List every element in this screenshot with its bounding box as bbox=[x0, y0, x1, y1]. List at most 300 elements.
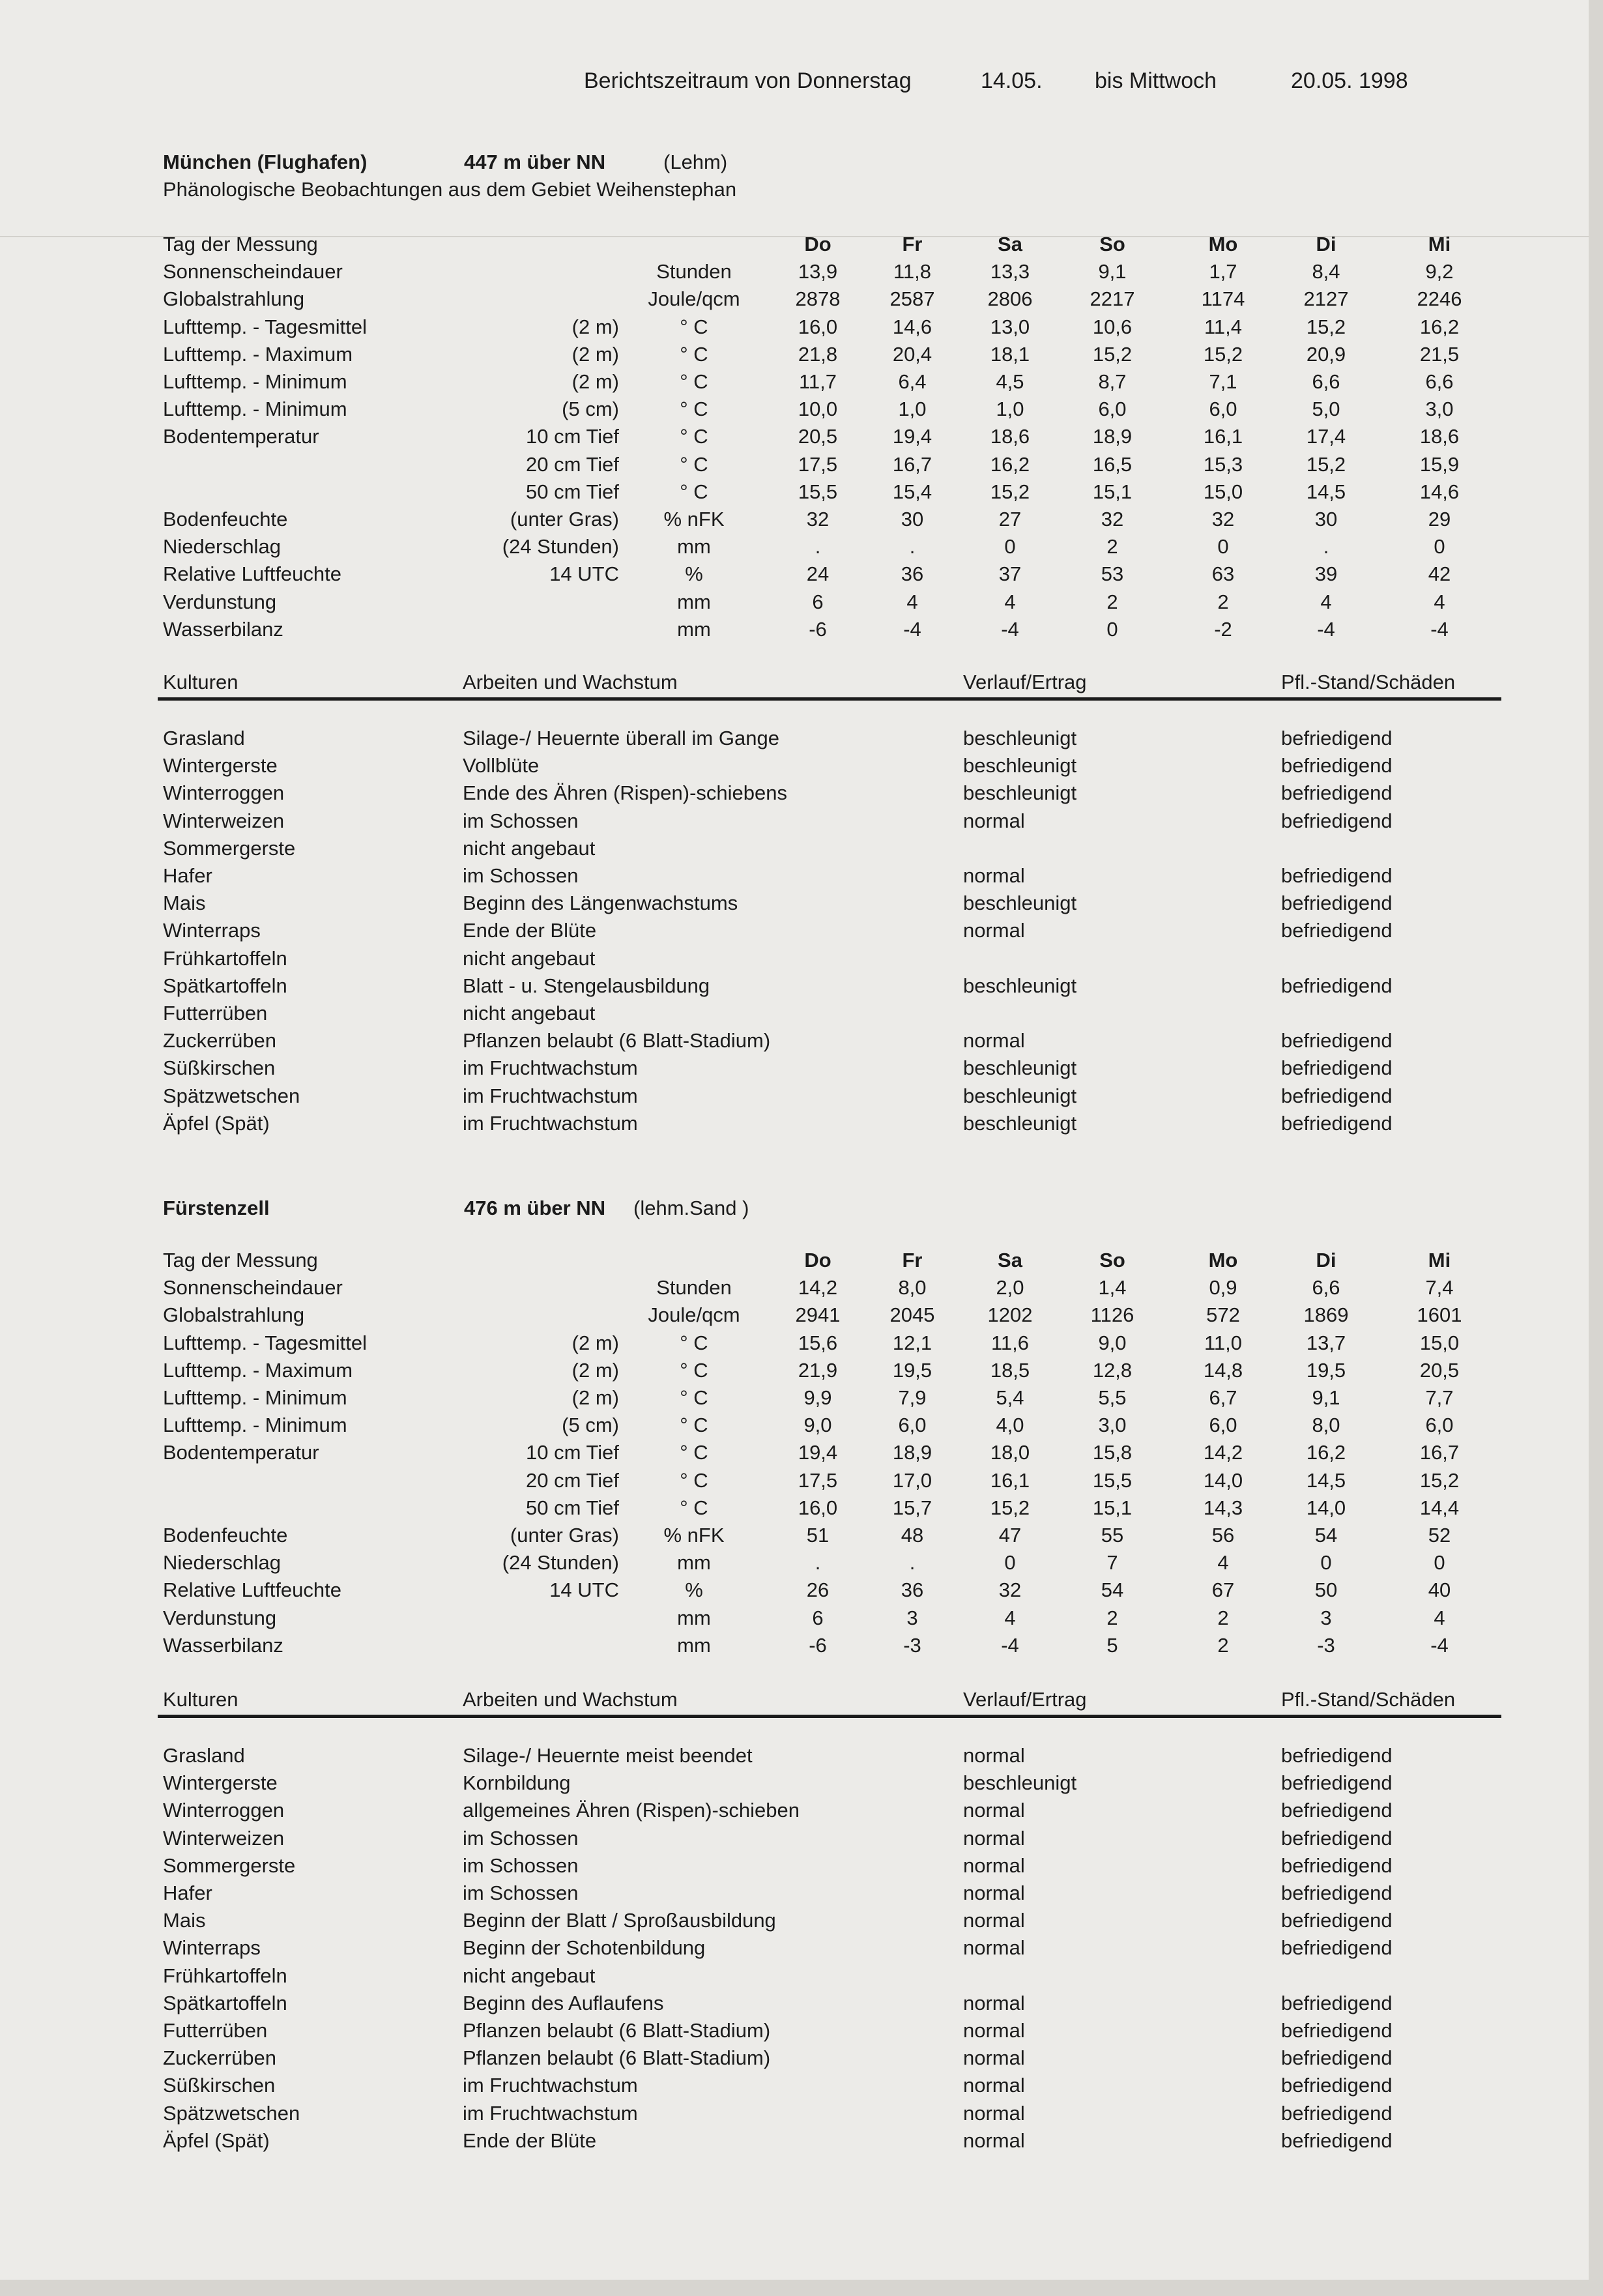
crop-name: Hafer bbox=[163, 864, 212, 887]
measurement-value: 15,1 bbox=[1092, 480, 1133, 503]
day-header: Sa bbox=[998, 1249, 1022, 1272]
crop-stand: befriedigend bbox=[1281, 1744, 1393, 1767]
measurement-value: 20,5 bbox=[1419, 1358, 1460, 1382]
measurement-qualifier: (unter Gras) bbox=[510, 508, 619, 530]
crop-row bbox=[0, 2044, 1589, 2072]
measurement-value: 1174 bbox=[1201, 287, 1245, 311]
crop-verlauf: normal bbox=[963, 1029, 1025, 1053]
measurement-value: 7 bbox=[1106, 1551, 1118, 1575]
crop-name: Mais bbox=[163, 1909, 206, 1932]
measurement-unit: % bbox=[685, 562, 703, 586]
measurement-value: 4 bbox=[1004, 590, 1016, 613]
measurement-name: Niederschlag bbox=[163, 1551, 281, 1575]
measurement-row bbox=[0, 478, 1589, 506]
measurement-value: 32 bbox=[806, 508, 830, 530]
measurement-value: 16,2 bbox=[1306, 1441, 1346, 1464]
measurement-qualifier: (2 m) bbox=[571, 1331, 619, 1354]
day-header: Di bbox=[1316, 233, 1336, 255]
measurement-row bbox=[0, 313, 1589, 341]
measurement-value: 2878 bbox=[795, 287, 841, 311]
crop-work: allgemeines Ähren (Rispen)-schieben bbox=[463, 1799, 800, 1822]
day-header: Do bbox=[804, 233, 831, 255]
measurement-value: 16,0 bbox=[798, 315, 838, 338]
crop-row bbox=[0, 752, 1589, 779]
crop-stand: befriedigend bbox=[1281, 2129, 1393, 2152]
measurement-value: 18,6 bbox=[1419, 425, 1460, 448]
measurement-value: 15,8 bbox=[1092, 1441, 1133, 1464]
measurement-value: 16,2 bbox=[1419, 315, 1460, 338]
measurement-value: . bbox=[909, 1551, 916, 1575]
measurement-value: 18,5 bbox=[990, 1358, 1030, 1382]
crop-stand: befriedigend bbox=[1281, 1771, 1393, 1795]
measurement-value: 42 bbox=[1428, 562, 1451, 586]
measurement-value: -4 bbox=[903, 617, 921, 641]
crop-name: Futterrüben bbox=[163, 2019, 268, 2042]
measurement-value: 19,4 bbox=[892, 425, 932, 448]
crop-name: Futterrüben bbox=[163, 1002, 268, 1024]
crop-stand: befriedigend bbox=[1281, 892, 1393, 915]
measurement-unit: ° C bbox=[680, 452, 708, 476]
measurement-unit: ° C bbox=[680, 1386, 708, 1409]
measurement-qualifier: (2 m) bbox=[571, 1386, 619, 1409]
crop-verlauf: normal bbox=[963, 1826, 1025, 1850]
crop-stand: befriedigend bbox=[1281, 974, 1393, 997]
measurement-value: 29 bbox=[1428, 508, 1451, 530]
measurement-row bbox=[0, 1412, 1589, 1439]
measurement-qualifier: (2 m) bbox=[571, 315, 619, 338]
measurement-value: 0 bbox=[1434, 535, 1445, 559]
crop-row bbox=[0, 1797, 1589, 1824]
measurement-value: 7,4 bbox=[1425, 1276, 1454, 1300]
measurement-value: 2941 bbox=[795, 1303, 841, 1327]
crop-stand: befriedigend bbox=[1281, 919, 1393, 942]
crop-name: Wintergerste bbox=[163, 754, 278, 777]
crop-stand: befriedigend bbox=[1281, 754, 1393, 777]
crop-row bbox=[0, 2072, 1589, 2099]
days-label: Tag der Messung bbox=[163, 233, 318, 255]
measurement-value: 18,1 bbox=[990, 342, 1030, 366]
crop-work: im Fruchtwachstum bbox=[463, 1056, 638, 1080]
crops-header-verlauf: Verlauf/Ertrag bbox=[963, 1688, 1087, 1711]
crop-verlauf: beschleunigt bbox=[963, 1084, 1077, 1107]
measurement-qualifier: (2 m) bbox=[571, 342, 619, 366]
measurement-row bbox=[0, 1522, 1589, 1549]
measurement-row bbox=[0, 258, 1589, 285]
measurement-value: -4 bbox=[1430, 617, 1449, 641]
measurement-value: 14,6 bbox=[892, 315, 932, 338]
crop-verlauf: normal bbox=[963, 1936, 1025, 1960]
measurement-value: 11,0 bbox=[1204, 1331, 1243, 1354]
measurement-value: 9,0 bbox=[1098, 1331, 1127, 1354]
day-header: Mi bbox=[1428, 1249, 1451, 1272]
measurement-value: 15,2 bbox=[990, 480, 1030, 503]
measurement-value: 13,0 bbox=[990, 315, 1030, 338]
measurement-value: 2,0 bbox=[996, 1276, 1024, 1300]
crop-row bbox=[0, 807, 1589, 835]
crop-work: im Schossen bbox=[463, 1826, 579, 1850]
crop-stand: befriedigend bbox=[1281, 864, 1393, 887]
measurement-value: 21,5 bbox=[1419, 342, 1460, 366]
measurement-qualifier: 14 UTC bbox=[549, 562, 619, 586]
crop-work: Silage-/ Heuernte meist beendet bbox=[463, 1744, 753, 1767]
crop-stand: befriedigend bbox=[1281, 1909, 1393, 1932]
measurement-unit: Joule/qcm bbox=[648, 1303, 740, 1327]
crop-row bbox=[0, 917, 1589, 944]
crop-verlauf: normal bbox=[963, 1882, 1025, 1904]
measurement-value: 11,4 bbox=[1204, 315, 1243, 338]
measurement-value: 19,5 bbox=[892, 1358, 932, 1382]
measurement-value: 15,2 bbox=[990, 1496, 1030, 1519]
days-header-row bbox=[0, 1247, 1589, 1274]
measurement-row bbox=[0, 1494, 1589, 1522]
crops-header-kulturen: Kulturen bbox=[163, 1688, 238, 1711]
measurement-value: 4 bbox=[1004, 1606, 1016, 1629]
days-label: Tag der Messung bbox=[163, 1249, 318, 1272]
measurement-value: 4,0 bbox=[996, 1414, 1024, 1437]
measurement-name: Globalstrahlung bbox=[163, 1303, 305, 1327]
measurement-row bbox=[0, 589, 1589, 616]
measurement-value: 37 bbox=[998, 562, 1022, 586]
crop-stand: befriedigend bbox=[1281, 2019, 1393, 2042]
crop-name: Mais bbox=[163, 892, 206, 915]
measurement-value: 14,2 bbox=[798, 1276, 838, 1300]
measurement-value: 6,0 bbox=[1209, 398, 1237, 421]
crop-name: Süßkirschen bbox=[163, 1056, 276, 1080]
day-header: Fr bbox=[902, 1249, 923, 1272]
measurement-value: 16,0 bbox=[798, 1496, 838, 1519]
crop-verlauf: normal bbox=[963, 809, 1025, 832]
crop-verlauf: beschleunigt bbox=[963, 892, 1077, 915]
measurement-value: 15,2 bbox=[1306, 315, 1346, 338]
measurement-value: 36 bbox=[901, 1578, 924, 1602]
measurement-value: 55 bbox=[1101, 1524, 1124, 1547]
measurement-value: 4 bbox=[1434, 1606, 1445, 1629]
measurement-value: 6,7 bbox=[1209, 1386, 1237, 1409]
crop-name: Winterraps bbox=[163, 1936, 261, 1960]
crop-name: Winterroggen bbox=[163, 1799, 285, 1822]
measurement-value: 24 bbox=[806, 562, 830, 586]
measurement-unit: ° C bbox=[680, 1441, 708, 1464]
measurement-value: 16,1 bbox=[990, 1468, 1030, 1492]
measurement-value: 2 bbox=[1106, 1606, 1118, 1629]
crop-work: Pflanzen belaubt (6 Blatt-Stadium) bbox=[463, 2046, 771, 2070]
measurement-value: 19,5 bbox=[1306, 1358, 1346, 1382]
measurement-qualifier: (24 Stunden) bbox=[502, 1551, 619, 1575]
crop-work: im Schossen bbox=[463, 864, 579, 887]
measurement-row bbox=[0, 451, 1589, 478]
measurement-value: 53 bbox=[1101, 562, 1124, 586]
measurement-value: 8,7 bbox=[1098, 370, 1127, 393]
measurement-value: 19,4 bbox=[798, 1441, 838, 1464]
measurement-value: -6 bbox=[809, 1633, 827, 1657]
measurement-unit: mm bbox=[677, 535, 711, 559]
measurement-value: 0 bbox=[1320, 1551, 1332, 1575]
crop-stand: befriedigend bbox=[1281, 1084, 1393, 1107]
measurement-value: 6,6 bbox=[1312, 1276, 1340, 1300]
crop-work: im Fruchtwachstum bbox=[463, 1111, 638, 1135]
measurement-value: 15,2 bbox=[1203, 342, 1243, 366]
station-altitude: 447 m über NN bbox=[464, 151, 606, 173]
crop-verlauf: beschleunigt bbox=[963, 1056, 1077, 1080]
measurement-value: 14,3 bbox=[1203, 1496, 1243, 1519]
crop-work: Beginn des Auflaufens bbox=[463, 1991, 664, 2014]
crop-name: Winterweizen bbox=[163, 1826, 285, 1850]
measurement-name: Bodentemperatur bbox=[163, 425, 319, 448]
measurement-value: . bbox=[815, 1551, 821, 1575]
measurement-row bbox=[0, 1274, 1589, 1301]
crops-header-arbeiten: Arbeiten und Wachstum bbox=[463, 1688, 678, 1711]
measurement-value: 3,0 bbox=[1425, 398, 1454, 421]
measurement-value: 20,9 bbox=[1306, 342, 1346, 366]
measurement-name: Sonnenscheindauer bbox=[163, 1276, 343, 1300]
measurement-value: -6 bbox=[809, 617, 827, 641]
measurement-value: 2 bbox=[1106, 590, 1118, 613]
measurement-name: Lufttemp. - Minimum bbox=[163, 1386, 347, 1409]
measurement-value: 16,1 bbox=[1203, 425, 1243, 448]
measurement-value: 18,9 bbox=[892, 1441, 932, 1464]
measurement-name: Bodenfeuchte bbox=[163, 508, 288, 530]
measurement-value: 14,0 bbox=[1203, 1468, 1243, 1492]
measurement-value: 12,1 bbox=[892, 1331, 932, 1354]
crop-verlauf: beschleunigt bbox=[963, 754, 1077, 777]
measurement-value: 6,0 bbox=[1209, 1414, 1237, 1437]
measurement-qualifier: (24 Stunden) bbox=[502, 535, 619, 559]
crop-work: Beginn des Längenwachstums bbox=[463, 892, 738, 915]
crop-name: Spätzwetschen bbox=[163, 2101, 300, 2125]
measurement-value: 4 bbox=[906, 590, 918, 613]
crop-stand: befriedigend bbox=[1281, 1029, 1393, 1053]
day-header: So bbox=[1099, 1249, 1125, 1272]
crop-verlauf: normal bbox=[963, 2046, 1025, 2070]
measurement-value: 7,7 bbox=[1425, 1386, 1454, 1409]
measurement-value: 18,0 bbox=[990, 1441, 1030, 1464]
measurement-value: 54 bbox=[1314, 1524, 1338, 1547]
crop-name: Frühkartoffeln bbox=[163, 946, 287, 970]
measurement-value: 18,6 bbox=[990, 425, 1030, 448]
measurement-value: -3 bbox=[903, 1633, 921, 1657]
measurement-value: 0 bbox=[1106, 617, 1118, 641]
crop-work: im Fruchtwachstum bbox=[463, 2074, 638, 2097]
measurement-value: 30 bbox=[901, 508, 924, 530]
measurement-name: Lufttemp. - Tagesmittel bbox=[163, 315, 368, 338]
day-header: So bbox=[1099, 233, 1125, 255]
day-header: Mo bbox=[1208, 233, 1238, 255]
crop-work: Vollblüte bbox=[463, 754, 540, 777]
crop-row bbox=[0, 1769, 1589, 1797]
measurement-unit: mm bbox=[677, 1551, 711, 1575]
measurement-value: 7,9 bbox=[898, 1386, 927, 1409]
measurement-value: 14,6 bbox=[1419, 480, 1460, 503]
measurement-unit: ° C bbox=[680, 480, 708, 503]
measurement-row bbox=[0, 1330, 1589, 1357]
crops-header-stand: Pfl.-Stand/Schäden bbox=[1281, 671, 1456, 693]
measurement-value: 47 bbox=[998, 1524, 1022, 1547]
measurement-value: 30 bbox=[1314, 508, 1338, 530]
measurement-row bbox=[0, 1577, 1589, 1604]
measurement-value: 2 bbox=[1106, 535, 1118, 559]
measurement-value: 1601 bbox=[1417, 1303, 1462, 1327]
measurement-value: 15,2 bbox=[1306, 452, 1346, 476]
measurement-value: 15,1 bbox=[1092, 1496, 1133, 1519]
crop-work: im Fruchtwachstum bbox=[463, 2101, 638, 2125]
crop-stand: befriedigend bbox=[1281, 1826, 1393, 1850]
measurement-unit: ° C bbox=[680, 370, 708, 393]
crop-work: nicht angebaut bbox=[463, 1964, 596, 1987]
measurement-row bbox=[0, 396, 1589, 423]
measurement-unit: ° C bbox=[680, 1414, 708, 1437]
crop-work: nicht angebaut bbox=[463, 1002, 596, 1024]
crop-row bbox=[0, 1934, 1589, 1962]
measurement-name: Bodenfeuchte bbox=[163, 1524, 288, 1547]
crop-stand: befriedigend bbox=[1281, 781, 1393, 805]
measurement-unit: ° C bbox=[680, 342, 708, 366]
measurement-value: 20,4 bbox=[892, 342, 932, 366]
measurement-value: 2127 bbox=[1303, 287, 1349, 311]
measurement-value: 9,1 bbox=[1098, 260, 1127, 283]
crop-stand: befriedigend bbox=[1281, 727, 1393, 749]
crops-header-rule bbox=[158, 697, 1501, 701]
crop-verlauf: normal bbox=[963, 2074, 1025, 2097]
crop-row bbox=[0, 2100, 1589, 2127]
measurement-value: 15,0 bbox=[1203, 480, 1243, 503]
measurement-qualifier: 50 cm Tief bbox=[526, 480, 619, 503]
crop-work: im Fruchtwachstum bbox=[463, 1084, 638, 1107]
measurement-value: 2587 bbox=[889, 287, 935, 311]
measurement-unit: mm bbox=[677, 1633, 711, 1657]
report-period-label: Berichtszeitraum von Donnerstag bbox=[584, 68, 912, 93]
crop-row bbox=[0, 779, 1589, 807]
measurement-value: 2217 bbox=[1090, 287, 1135, 311]
crop-row bbox=[0, 1000, 1589, 1027]
crop-row bbox=[0, 862, 1589, 890]
station-name: Fürstenzell bbox=[163, 1197, 270, 1219]
measurement-unit: ° C bbox=[680, 425, 708, 448]
measurement-value: 15,4 bbox=[892, 480, 932, 503]
measurement-value: -4 bbox=[1001, 617, 1019, 641]
crop-row bbox=[0, 1054, 1589, 1082]
measurement-name: Lufttemp. - Minimum bbox=[163, 398, 347, 421]
crop-name: Spätkartoffeln bbox=[163, 974, 287, 997]
measurement-value: 6,4 bbox=[898, 370, 927, 393]
measurement-qualifier: 20 cm Tief bbox=[526, 452, 619, 476]
crop-name: Zuckerrüben bbox=[163, 2046, 277, 2070]
crop-work: Silage-/ Heuernte überall im Gange bbox=[463, 727, 779, 749]
measurement-unit: Joule/qcm bbox=[648, 287, 740, 311]
measurement-value: 54 bbox=[1101, 1578, 1124, 1602]
measurement-value: 12,8 bbox=[1092, 1358, 1133, 1382]
measurement-unit: % nFK bbox=[663, 508, 725, 530]
days-header-row bbox=[0, 231, 1589, 258]
measurement-value: 6,6 bbox=[1425, 370, 1454, 393]
measurement-unit: ° C bbox=[680, 315, 708, 338]
measurement-value: 32 bbox=[1211, 508, 1235, 530]
measurement-value: 50 bbox=[1314, 1578, 1338, 1602]
measurement-value: 15,2 bbox=[1092, 342, 1133, 366]
measurement-value: 15,5 bbox=[1092, 1468, 1133, 1492]
measurement-value: 2246 bbox=[1417, 287, 1462, 311]
measurement-value: . bbox=[1323, 535, 1329, 559]
measurement-value: 1126 bbox=[1090, 1303, 1134, 1327]
measurement-row bbox=[0, 1467, 1589, 1494]
crop-stand: befriedigend bbox=[1281, 1882, 1393, 1904]
measurement-qualifier: (2 m) bbox=[571, 370, 619, 393]
crop-work: nicht angebaut bbox=[463, 836, 596, 860]
measurement-value: 15,3 bbox=[1203, 452, 1243, 476]
crops-header-rule bbox=[158, 1715, 1501, 1718]
crop-verlauf: normal bbox=[963, 2101, 1025, 2125]
measurement-value: 51 bbox=[806, 1524, 830, 1547]
measurement-value: 2 bbox=[1217, 1633, 1229, 1657]
day-header: Mo bbox=[1208, 1249, 1238, 1272]
measurement-qualifier: 10 cm Tief bbox=[526, 1441, 619, 1464]
crop-stand: befriedigend bbox=[1281, 1936, 1393, 1960]
crop-verlauf: normal bbox=[963, 1853, 1025, 1877]
measurement-value: 1,7 bbox=[1209, 260, 1237, 283]
measurement-qualifier: (2 m) bbox=[571, 1358, 619, 1382]
day-header: Sa bbox=[998, 233, 1022, 255]
crop-row bbox=[0, 835, 1589, 862]
measurement-value: 21,8 bbox=[798, 342, 838, 366]
crops-header-kulturen: Kulturen bbox=[163, 671, 238, 693]
measurement-value: 6,0 bbox=[1098, 398, 1127, 421]
measurement-value: 14,2 bbox=[1203, 1441, 1243, 1464]
measurement-value: 39 bbox=[1314, 562, 1338, 586]
measurement-value: -4 bbox=[1001, 1633, 1019, 1657]
measurement-value: 14,8 bbox=[1203, 1358, 1243, 1382]
report-period-to-label: bis Mittwoch bbox=[1095, 68, 1217, 93]
crop-row bbox=[0, 972, 1589, 1000]
station-name: München (Flughafen) bbox=[163, 151, 368, 173]
measurement-qualifier: 20 cm Tief bbox=[526, 1468, 619, 1492]
measurement-value: 6,6 bbox=[1312, 370, 1340, 393]
measurement-value: 8,0 bbox=[898, 1276, 927, 1300]
crop-stand: befriedigend bbox=[1281, 2101, 1393, 2125]
measurement-value: 3 bbox=[1320, 1606, 1332, 1629]
crop-name: Äpfel (Spät) bbox=[163, 2129, 270, 2152]
measurement-value: 2 bbox=[1217, 1606, 1229, 1629]
measurement-value: 2806 bbox=[987, 287, 1033, 311]
page-edge-bottom bbox=[0, 2280, 1603, 2296]
measurement-qualifier: (unter Gras) bbox=[510, 1524, 619, 1547]
measurement-value: 63 bbox=[1211, 562, 1235, 586]
measurement-value: 14,5 bbox=[1306, 1468, 1346, 1492]
measurement-unit: ° C bbox=[680, 1358, 708, 1382]
measurement-value: 16,7 bbox=[1419, 1441, 1460, 1464]
measurement-name: Lufttemp. - Tagesmittel bbox=[163, 1331, 368, 1354]
measurement-name: Sonnenscheindauer bbox=[163, 260, 343, 283]
measurement-qualifier: 50 cm Tief bbox=[526, 1496, 619, 1519]
measurement-name: Lufttemp. - Minimum bbox=[163, 1414, 347, 1437]
crop-row bbox=[0, 890, 1589, 917]
measurement-unit: ° C bbox=[680, 1331, 708, 1354]
measurement-name: Wasserbilanz bbox=[163, 617, 283, 641]
crop-work: Beginn der Blatt / Sproßausbildung bbox=[463, 1909, 776, 1932]
crop-row bbox=[0, 2127, 1589, 2155]
measurement-value: 8,0 bbox=[1312, 1414, 1340, 1437]
measurement-value: 9,2 bbox=[1425, 260, 1454, 283]
measurement-value: 13,9 bbox=[798, 260, 838, 283]
measurement-value: 17,0 bbox=[892, 1468, 932, 1492]
measurement-value: 7,1 bbox=[1209, 370, 1237, 393]
day-header: Do bbox=[804, 1249, 831, 1272]
crop-name: Hafer bbox=[163, 1882, 212, 1904]
crop-work: Kornbildung bbox=[463, 1771, 571, 1795]
station-altitude: 476 m über NN bbox=[464, 1197, 606, 1219]
crop-stand: befriedigend bbox=[1281, 1111, 1393, 1135]
crop-stand: befriedigend bbox=[1281, 1799, 1393, 1822]
measurement-value: -2 bbox=[1214, 617, 1232, 641]
measurement-value: 17,4 bbox=[1306, 425, 1346, 448]
